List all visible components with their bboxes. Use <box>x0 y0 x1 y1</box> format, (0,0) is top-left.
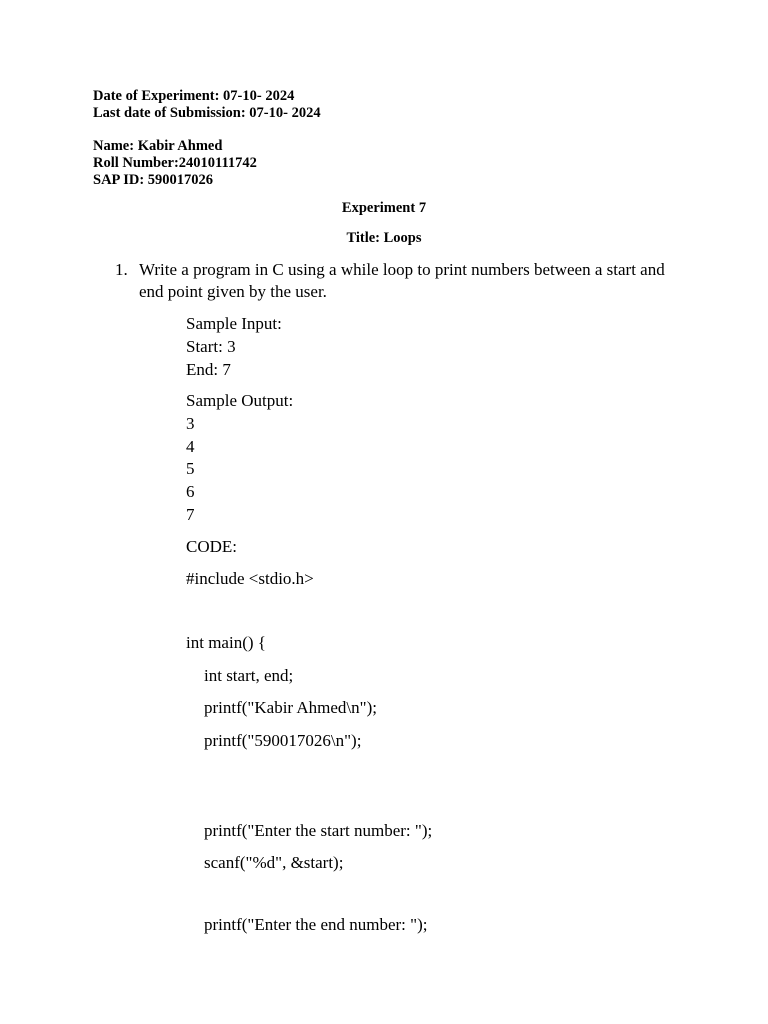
sample-output-value: 7 <box>186 505 195 524</box>
sample-input-start: Start: 3 <box>186 337 236 356</box>
experiment-title: Title: Loops <box>346 230 422 246</box>
roll-number: Roll Number:24010111742 <box>93 155 257 171</box>
student-name: Name: Kabir Ahmed <box>93 138 223 154</box>
question-text: Write a program in C using a while loop to print numbers between a start and end point given by the user. <box>139 260 665 301</box>
code-line: int main() { <box>186 633 266 652</box>
experiment-dates <box>93 88 321 122</box>
code-line: printf("Enter the start number: "); <box>204 821 433 840</box>
last-date-of-submission: Last date of Submission: 07-10- 2024 <box>93 105 321 121</box>
sap-id: SAP ID: 590017026 <box>93 172 214 188</box>
code-line: printf("Enter the end number: "); <box>204 915 428 934</box>
sample-input-label: Sample Input: <box>186 314 282 333</box>
code-line: printf("Kabir Ahmed\n"); <box>204 698 377 717</box>
sample-output-value: 3 <box>186 414 195 433</box>
sample-output-label: Sample Output: <box>186 391 294 410</box>
date-of-experiment: Date of Experiment: 07-10- 2024 <box>93 88 295 104</box>
code-line: scanf("%d", &start); <box>204 853 344 872</box>
student-info <box>93 138 257 189</box>
code-line: #include <stdio.h> <box>186 569 314 588</box>
code-line: int start, end; <box>204 666 294 685</box>
code-label: CODE: <box>186 537 237 556</box>
question-item <box>115 259 675 303</box>
sample-output-value: 5 <box>186 459 195 478</box>
code-line: printf("590017026\n"); <box>204 731 362 750</box>
experiment-number: Experiment 7 <box>341 200 427 216</box>
sample-output-value: 6 <box>186 482 195 501</box>
question-number: 1. <box>115 260 128 279</box>
sample-input-end: End: 7 <box>186 360 231 379</box>
sample-output-value: 4 <box>186 437 195 456</box>
